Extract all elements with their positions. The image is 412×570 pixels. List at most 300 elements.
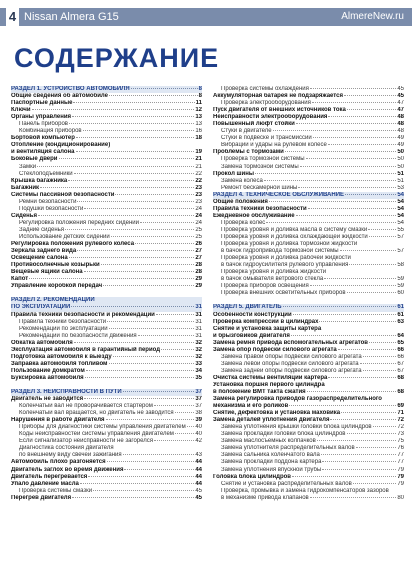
toc-entry-page: 77 xyxy=(397,452,404,459)
toc-entry-title: Коленчатый вал вращается, но двигатель не заводится xyxy=(19,410,174,417)
section-heading[interactable] xyxy=(11,389,202,396)
toc-entry-page: 23 xyxy=(195,198,202,205)
toc-entry-title: Проверка уровня и доливка рабочей жидкости xyxy=(221,255,351,262)
toc-entry[interactable] xyxy=(11,220,202,227)
toc-entry[interactable] xyxy=(213,481,404,488)
dot-leader xyxy=(349,264,396,265)
dot-leader xyxy=(313,137,397,138)
toc-entry[interactable] xyxy=(11,375,202,382)
toc-entry[interactable] xyxy=(11,333,202,340)
dot-leader xyxy=(291,335,396,336)
toc-entry[interactable] xyxy=(213,241,404,248)
dot-leader xyxy=(29,278,194,279)
dot-leader xyxy=(40,187,194,188)
toc-entry-page: 45 xyxy=(397,86,404,92)
dot-leader xyxy=(69,123,194,124)
toc-entry[interactable] xyxy=(11,474,202,481)
toc-entry[interactable] xyxy=(11,248,202,255)
toc-entry[interactable] xyxy=(213,248,404,255)
toc-entry[interactable] xyxy=(11,417,202,424)
dot-leader xyxy=(84,271,195,272)
toc-entry-page: 73 xyxy=(397,431,404,438)
model-name: Nissan Almera G15 xyxy=(24,11,119,23)
toc-entry[interactable] xyxy=(213,135,404,142)
toc-entry[interactable] xyxy=(11,213,202,220)
toc-entry[interactable] xyxy=(213,93,404,100)
spacer xyxy=(11,290,202,297)
toc-entry[interactable] xyxy=(213,290,404,297)
toc-entry-title: Подготовка автомобиля к выезду xyxy=(11,353,112,360)
toc-entry[interactable] xyxy=(213,326,404,333)
toc-entry[interactable] xyxy=(213,424,404,431)
toc-entry[interactable] xyxy=(213,495,404,502)
toc-entry[interactable] xyxy=(213,121,404,128)
toc-entry-page: 25 xyxy=(195,226,202,233)
toc-entry[interactable] xyxy=(11,368,202,375)
toc-entry-page: 32 xyxy=(195,346,202,353)
toc-entry-title: Правила техники безопасности и рекомендации xyxy=(11,311,155,318)
toc-entry-title: Коленчатый вал не проворачивается стартером xyxy=(19,403,153,410)
dot-leader xyxy=(111,236,195,237)
toc-entry-title: Замена прокладки поддона картера xyxy=(221,459,322,466)
toc-entry-title: Вибрации и удары на рулевом колесе xyxy=(221,142,327,149)
toc-entry-page: 31 xyxy=(195,318,202,325)
toc-entry[interactable] xyxy=(213,107,404,114)
toc-entry-title: Стуки в двигателе xyxy=(221,128,272,135)
toc-entry[interactable] xyxy=(11,347,202,354)
toc-entry-page: 44 xyxy=(195,473,202,480)
toc-entry[interactable] xyxy=(213,445,404,452)
toc-entry[interactable] xyxy=(213,368,404,375)
dot-leader xyxy=(38,215,194,216)
dot-leader xyxy=(69,257,195,258)
toc-entry[interactable] xyxy=(213,389,404,396)
toc-entry-title: Замена уплотнителя распределительных валов xyxy=(221,445,355,452)
toc-entry-title: Боковые двери xyxy=(11,156,58,163)
toc-entry-page: 26 xyxy=(195,241,202,248)
toc-entry-title: Замена задней опоры подвески силового агрегата xyxy=(221,367,362,374)
dot-leader xyxy=(123,454,195,455)
dot-leader xyxy=(344,95,396,96)
toc-entry[interactable] xyxy=(11,100,202,107)
dot-leader xyxy=(363,356,397,357)
dot-leader xyxy=(84,398,194,399)
toc-entry-title: Стуки в подвеске и трансмиссии xyxy=(221,135,312,142)
toc-entry-title: Проверка уровня и доливка жидкости xyxy=(221,269,327,276)
toc-entry[interactable] xyxy=(11,135,202,142)
toc-entry-title: Регулировка положения передних сидений xyxy=(19,219,139,226)
toc-entry-title: Сиденья xyxy=(11,212,37,219)
page-title: СОДЕРЖАНИЕ xyxy=(14,43,220,73)
toc-entry-title: Замена уплотнения крышки головки блока цилиндров xyxy=(221,424,372,431)
toc-entry[interactable] xyxy=(11,149,202,156)
toc-entry[interactable] xyxy=(11,410,202,417)
toc-entry-title: Замена тормозной системы xyxy=(221,163,299,170)
toc-entry-page: 44 xyxy=(195,466,202,473)
toc-entry-page: 72 xyxy=(397,417,404,424)
page-number: 4 xyxy=(6,8,19,26)
toc-entry-title: Обкатка автомобиля xyxy=(11,339,73,346)
toc-entry-page: 44 xyxy=(195,480,202,487)
toc-entry-title: Замена деталей уплотнения двигателя xyxy=(213,417,330,424)
toc-entry[interactable] xyxy=(11,156,202,163)
toc-entry-page: 50 xyxy=(397,163,404,170)
toc-entry-title: Снятие и установка распределительных валов xyxy=(221,480,352,487)
dot-leader xyxy=(115,194,194,195)
toc-entry-title: Зеркала заднего вида xyxy=(11,248,77,255)
toc-entry-title: в бачок гидропривода тормозной системы xyxy=(221,248,339,255)
toc-entry[interactable] xyxy=(11,185,202,192)
dot-leader xyxy=(107,461,195,462)
dot-leader xyxy=(59,158,195,159)
toc-entry[interactable] xyxy=(213,333,404,340)
toc-entry[interactable] xyxy=(11,326,202,333)
toc-entry-title: Замена прокладки головки блока цилиндров xyxy=(221,431,346,438)
toc-entry-page: 53 xyxy=(397,184,404,191)
dot-leader xyxy=(322,461,396,462)
toc-entry[interactable] xyxy=(11,142,202,149)
toc-entry[interactable] xyxy=(11,262,202,269)
toc-entry-page: 54 xyxy=(397,219,404,226)
toc-entry[interactable] xyxy=(11,276,202,283)
toc-entry[interactable] xyxy=(213,354,404,361)
toc-entry[interactable] xyxy=(213,459,404,466)
toc-entry-page: 47 xyxy=(397,107,404,114)
toc-entry-title: Снятие, дефектовка и установка маховика xyxy=(213,410,341,417)
toc-entry[interactable] xyxy=(213,227,404,234)
dot-leader xyxy=(310,497,397,498)
toc-entry[interactable] xyxy=(213,255,404,262)
toc-entry[interactable] xyxy=(11,361,202,368)
toc-entry-page: 22 xyxy=(195,177,202,184)
toc-entry-page: 42 xyxy=(195,438,202,445)
toc-entry[interactable] xyxy=(11,467,202,474)
toc-entry-title: Замена правой опоры подвески силового агрегата xyxy=(221,353,362,360)
toc-entry-title: Двигатель не заводится xyxy=(11,396,84,403)
toc-entry-page: 69 xyxy=(397,403,404,410)
toc-entry-title: механизма и его роликов xyxy=(213,403,289,410)
toc-entry[interactable] xyxy=(11,445,202,452)
toc-entry[interactable] xyxy=(11,206,202,213)
toc-entry[interactable] xyxy=(213,234,404,241)
toc-entry[interactable] xyxy=(11,269,202,276)
toc-entry-page: 61 xyxy=(397,304,404,311)
toc-entry-page: 23 xyxy=(195,191,202,198)
toc-entry-page: 58 xyxy=(397,262,404,269)
toc-entry[interactable] xyxy=(213,164,404,171)
section-heading[interactable] xyxy=(11,304,202,311)
dot-leader xyxy=(338,349,397,350)
toc-entry[interactable] xyxy=(213,438,404,445)
dot-leader xyxy=(109,328,195,329)
toc-entry-page: 21 xyxy=(195,156,202,163)
toc-entry[interactable] xyxy=(11,107,202,114)
toc-entry[interactable] xyxy=(11,488,202,495)
dot-leader xyxy=(296,123,397,124)
toc-entry-page: 24 xyxy=(195,212,202,219)
dot-leader xyxy=(107,321,194,322)
dot-leader xyxy=(266,222,396,223)
toc-entry[interactable] xyxy=(11,192,202,199)
dot-leader xyxy=(74,173,195,174)
toc-entry[interactable] xyxy=(11,495,202,502)
toc-entry-title: и брызговиков двигателя xyxy=(213,332,290,339)
dot-leader xyxy=(175,433,194,434)
toc-entry[interactable] xyxy=(11,234,202,241)
toc-entry-title: Подушки безопасности xyxy=(19,205,84,212)
toc-entry-page: 21 xyxy=(195,163,202,170)
toc-entry-title: Проверка тормозной системы xyxy=(221,156,305,163)
toc-entry-page: 39 xyxy=(195,417,202,424)
toc-entry[interactable] xyxy=(213,220,404,227)
toc-entry[interactable] xyxy=(213,488,404,495)
toc-entry[interactable] xyxy=(11,438,202,445)
toc-entry[interactable] xyxy=(213,114,404,121)
toc-entry[interactable] xyxy=(213,417,404,424)
toc-entry-page: 34 xyxy=(195,367,202,374)
dot-leader xyxy=(356,447,397,448)
toc-entry[interactable] xyxy=(11,128,202,135)
toc-entry[interactable] xyxy=(11,255,202,262)
toc-entry-page: 57 xyxy=(397,248,404,255)
dot-leader xyxy=(86,370,195,371)
toc-entry[interactable] xyxy=(11,114,202,121)
toc-entry-page: 57 xyxy=(397,233,404,240)
toc-entry[interactable] xyxy=(213,312,404,319)
toc-entry-title: Заправка автомобиля топливом xyxy=(11,360,108,367)
toc-entry-title: Очистка системы вентиляции картера xyxy=(213,374,328,381)
toc-entry-title: Проверка уровня и доливка охлаждающей жидкости xyxy=(221,233,368,240)
toc-entry[interactable] xyxy=(11,164,202,171)
dot-leader xyxy=(140,222,194,223)
toc-entry-title: Ключи xyxy=(11,107,31,114)
toc-entry-title: Замена ремня привода вспомогательных агрегатов xyxy=(213,339,368,346)
toc-entry-title: Буксировка автомобиля xyxy=(11,374,84,381)
toc-entry-page: 31 xyxy=(195,332,202,339)
dot-leader xyxy=(328,116,396,117)
dot-leader xyxy=(74,342,195,343)
toc-entry[interactable] xyxy=(213,452,404,459)
toc-entry-page: 31 xyxy=(195,304,202,311)
toc-entry-page: 40 xyxy=(195,424,202,431)
dot-leader xyxy=(93,490,194,491)
toc-entry[interactable] xyxy=(213,178,404,185)
toc-entry[interactable] xyxy=(11,199,202,206)
toc-entry[interactable] xyxy=(213,185,404,192)
dot-leader xyxy=(269,201,396,202)
toc-entry-title: Эксплуатация автомобиля в гарантийный период xyxy=(11,346,161,353)
toc-entry[interactable] xyxy=(11,178,202,185)
toc-entry-page: 37 xyxy=(195,396,202,403)
toc-entry[interactable] xyxy=(11,283,202,290)
toc-entry-title: ПО ЭКСПЛУАТАЦИИ xyxy=(11,304,71,311)
dot-leader xyxy=(324,278,396,279)
toc-entry-page: 29 xyxy=(195,283,202,290)
toc-entry-title: Противосолнечные козырьки xyxy=(11,262,100,269)
toc-entry[interactable] xyxy=(11,312,202,319)
dot-leader xyxy=(37,166,194,167)
toc-entry-title: Повышенный люфт стойки xyxy=(213,121,295,128)
toc-entry[interactable] xyxy=(213,319,404,326)
toc-entry-title: Правила техники безопасности xyxy=(19,318,107,325)
toc-entry[interactable] xyxy=(213,262,404,269)
toc-entry[interactable] xyxy=(11,481,202,488)
toc-entry[interactable] xyxy=(11,459,202,466)
toc-entry[interactable] xyxy=(213,340,404,347)
toc-entry[interactable] xyxy=(11,452,202,459)
toc-entry[interactable] xyxy=(213,375,404,382)
toc-entry[interactable] xyxy=(11,340,202,347)
toc-entry[interactable] xyxy=(213,213,404,220)
toc-entry-title: Установка поршня первого цилиндра xyxy=(213,381,325,388)
toc-entry-title: Багажник xyxy=(11,184,40,191)
toc-entry-page: 23 xyxy=(195,184,202,191)
section-heading[interactable] xyxy=(11,86,202,93)
dot-leader xyxy=(347,292,397,293)
toc-left-column xyxy=(11,86,202,502)
toc-entry-page: 59 xyxy=(397,276,404,283)
toc-entry-page: 61 xyxy=(397,311,404,318)
toc-entry-page: 11 xyxy=(195,100,202,107)
toc-entry[interactable] xyxy=(213,269,404,276)
dot-leader xyxy=(368,229,396,230)
toc-entry-page: 54 xyxy=(397,205,404,212)
dot-leader xyxy=(113,356,195,357)
toc-entry-title: Правила техники безопасности xyxy=(213,205,307,212)
dot-leader xyxy=(131,88,198,89)
toc-entry-title: Использование детских сидений xyxy=(19,233,110,240)
toc-entry[interactable] xyxy=(213,142,404,149)
toc-entry-page: 33 xyxy=(195,360,202,367)
toc-entry-title: Стеклоподъемники xyxy=(19,170,73,177)
spacer xyxy=(11,382,202,389)
toc-entry-title: Прокол шины xyxy=(213,170,254,177)
toc-entry-page: 67 xyxy=(397,367,404,374)
toc-entry[interactable] xyxy=(11,319,202,326)
toc-entry[interactable] xyxy=(213,474,404,481)
toc-entry[interactable] xyxy=(213,396,404,403)
toc-entry-page: 13 xyxy=(195,114,202,121)
toc-entry[interactable] xyxy=(11,354,202,361)
toc-entry[interactable] xyxy=(213,467,404,474)
dot-leader xyxy=(312,102,397,103)
toc-entry[interactable] xyxy=(11,171,202,178)
toc-entry-title: Отопление (кондиционирование) xyxy=(11,142,111,149)
toc-entry[interactable] xyxy=(213,206,404,213)
toc-entry-title: Бортовой компьютер xyxy=(11,135,75,142)
toc-entry[interactable] xyxy=(213,100,404,107)
dot-leader xyxy=(154,440,194,441)
toc-entry[interactable] xyxy=(213,283,404,290)
toc-entry-title: по внешнему виду свечей зажигания xyxy=(19,452,122,459)
toc-entry[interactable] xyxy=(213,347,404,354)
toc-entry-title: Головка блока цилиндров xyxy=(213,473,291,480)
dot-leader xyxy=(83,130,195,131)
toc-entry-title: в положение ВМТ такта сжатия xyxy=(213,389,306,396)
toc-entry[interactable] xyxy=(11,431,202,438)
toc-entry-page: 12 xyxy=(195,107,202,114)
toc-entry-page: 72 xyxy=(397,424,404,431)
toc-entry-title: Замена опор подвески силового агрегата xyxy=(213,346,337,353)
toc-entry-page: 27 xyxy=(195,248,202,255)
toc-entry[interactable] xyxy=(11,241,202,248)
dot-leader xyxy=(363,370,397,371)
toc-entry[interactable] xyxy=(213,156,404,163)
section-heading[interactable] xyxy=(213,304,404,311)
dot-leader xyxy=(109,95,198,96)
toc-entry-page: 8 xyxy=(198,93,202,100)
toc-entry-page: 63 xyxy=(397,318,404,325)
toc-entry-title: Проверка системы охлаждения xyxy=(221,86,309,92)
toc-entry[interactable] xyxy=(213,382,404,389)
section-heading[interactable] xyxy=(11,297,202,304)
toc-entry[interactable] xyxy=(213,128,404,135)
toc-entry[interactable] xyxy=(11,93,202,100)
toc-entry-page: 59 xyxy=(397,283,404,290)
spacer xyxy=(213,297,404,304)
toc-entry-page: 50 xyxy=(397,149,404,156)
toc-entry[interactable] xyxy=(11,227,202,234)
toc-entry-page: 64 xyxy=(397,332,404,339)
toc-entry-title: Системы пассивной безопасности xyxy=(11,191,115,198)
toc-entry-page: 27 xyxy=(195,255,202,262)
toc-entry-page: 31 xyxy=(195,311,202,318)
toc-entry-page: 24 xyxy=(195,219,202,226)
toc-entry-title: Замена левой опоры подвески силового агрегата xyxy=(221,360,359,367)
toc-entry[interactable] xyxy=(213,86,404,93)
dot-leader xyxy=(101,264,195,265)
toc-entry-title: Если сигнализатор неисправности не загорелся xyxy=(19,438,154,445)
toc-entry[interactable] xyxy=(213,199,404,206)
toc-entry[interactable] xyxy=(213,171,404,178)
dot-leader xyxy=(77,250,194,251)
toc-entry[interactable] xyxy=(213,410,404,417)
toc-entry-title: и вентиляция салона xyxy=(11,149,75,156)
section-heading[interactable] xyxy=(213,192,404,199)
toc-entry-title: Упало давление масла xyxy=(11,480,79,487)
dot-leader xyxy=(369,342,396,343)
dot-leader xyxy=(298,187,396,188)
toc-entry-page: 68 xyxy=(397,389,404,396)
toc-entry[interactable] xyxy=(11,403,202,410)
dot-leader xyxy=(283,306,397,307)
toc-entry[interactable] xyxy=(11,121,202,128)
toc-entry-title: Панель приборов xyxy=(19,121,68,128)
toc-entry[interactable] xyxy=(213,149,404,156)
toc-entry[interactable] xyxy=(213,361,404,368)
toc-entry[interactable] xyxy=(11,396,202,403)
toc-entry[interactable] xyxy=(213,431,404,438)
toc-entry-title: в бачок гидроусилителя рулевого управления xyxy=(221,262,349,269)
toc-entry-title: в бачок омывателя ветрового стекла xyxy=(221,276,324,283)
toc-entry[interactable] xyxy=(213,403,404,410)
dot-leader xyxy=(328,144,396,145)
dot-leader xyxy=(72,116,194,117)
dot-leader xyxy=(255,173,396,174)
toc-entry[interactable] xyxy=(11,424,202,431)
toc-entry[interactable] xyxy=(213,276,404,283)
dot-leader xyxy=(156,314,194,315)
toc-entry-title: Капот xyxy=(11,276,29,283)
toc-entry-title: Приборы для диагностики системы управления двигателем xyxy=(19,424,186,431)
dot-leader xyxy=(345,194,396,195)
toc-entry-page: 35 xyxy=(195,374,202,381)
toc-entry-page: 50 xyxy=(397,156,404,163)
dot-leader xyxy=(76,151,195,152)
toc-entry-title: Проверка системы смазки xyxy=(19,487,93,494)
dot-leader xyxy=(328,377,396,378)
toc-entry-page: 45 xyxy=(195,494,202,501)
